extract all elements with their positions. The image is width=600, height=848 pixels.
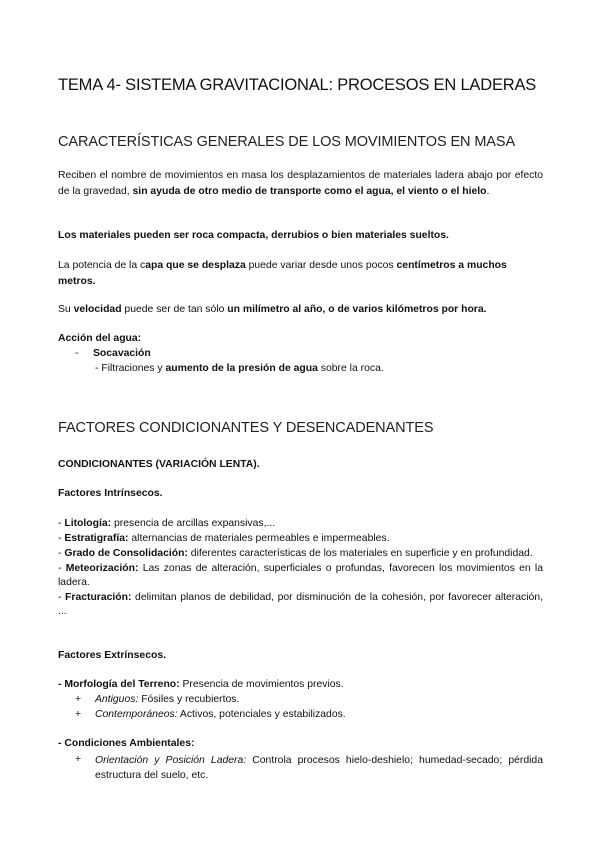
paragraph-velocidad-d: un milímetro al año, o de varios kilómetros por hora. [227,304,487,315]
condiciones-ambientales-heading [58,736,194,752]
morfologia-text: Presencia de movimientos previos. [182,679,344,690]
filtraciones-a: - Filtraciones y [95,363,166,374]
list-item-text: Las zonas de alteración, superficiales o profundas, favorecen los movimientos en la ladera. [58,563,543,588]
paragraph-materiales [58,228,543,244]
paragraph-definicion-text: Reciben el nombre de movimientos en masa los desplazamientos de materiales ladera abajo por efecto de la gravedad, [58,170,543,197]
list-item-term: Meteorización: [65,563,139,574]
list-item-text: alternancias de materiales permeables e impermeables. [128,533,390,544]
filtraciones-c: sobre la roca. [317,363,384,374]
socavacion-item [93,346,151,362]
paragraph-potencia [58,258,543,290]
list-dash: - [75,348,79,359]
orientacion-item [95,753,543,783]
list-item-term: Litología: [64,518,112,529]
list-item-prefix: - [58,548,65,559]
paragraph-potencia-d: centímetros a muchos metros. [58,260,507,287]
section-heading-caracteristicas: CARACTERÍSTICAS GENERALES DE LOS MOVIMIENTOS EN MASA [58,134,516,150]
accion-agua-heading-text: Acción del agua: [58,333,142,344]
list-item-term: Fracturación: [65,592,132,603]
paragraph-definicion [58,168,543,200]
contemporaneos-term: Contemporáneos: [95,709,178,720]
intrinsecos-list [58,517,543,619]
paragraph-velocidad-b: velocidad [73,304,122,315]
list-item-text: delimitan planos de debilidad, por disminución de la cohesión, por favorecer alteración, ... [58,592,543,617]
intrinsecos-heading-text: Factores Intrínsecos. [58,488,163,499]
accion-agua-heading [58,331,141,347]
filtraciones-b: aumento de la presión de agua [165,363,318,374]
section-heading-factores: FACTORES CONDICIONANTES Y DESENCADENANTES [58,420,434,436]
list-item-text: presencia de arcillas expansivas,... [111,518,276,529]
paragraph-velocidad-a: Su [58,304,74,315]
list-item-prefix: - [58,592,66,603]
list-item-prefix: - [58,518,65,529]
intrinsecos-heading [58,486,163,502]
list-item-term: Estratigrafía: [64,533,129,544]
condiciones-ambientales-text: - Condiciones Ambientales: [58,738,195,749]
bullet-plus: + [75,694,82,705]
list-item-prefix: - [58,563,66,574]
list-item-consolidacion [58,547,543,561]
list-item-text: diferentes características de los materiales en superficie y en profundidad. [187,548,533,559]
contemporaneos-text: Activos, potenciales y estabilizados. [177,709,346,720]
morfologia-item [58,677,344,693]
list-item-term: Grado de Consolidación: [64,548,188,559]
orientacion-term: Orientación y Posición Ladera: [95,755,247,766]
antiguos-text: Fósiles y recubiertos. [138,694,240,705]
paragraph-velocidad [58,302,543,318]
paragraph-potencia-b: apa que se desplaza [145,260,246,271]
extrinsecos-heading-text: Factores Extrínsecos. [58,650,166,661]
contemporaneos-item [95,707,346,723]
paragraph-potencia-c: puede variar desde unos pocos [245,260,397,271]
filtraciones-item [95,361,384,377]
antiguos-item [95,692,239,708]
paragraph-materiales-bold: Los materiales pueden ser roca compacta, derrubios o bien materiales sueltos. [58,230,449,241]
bullet-plus: + [75,754,82,765]
condicionantes-heading [58,457,260,473]
socavacion-item-text: Socavación [93,348,151,359]
paragraph-potencia-a: La potencia de la c [58,260,146,271]
list-item-estratigrafia [58,532,543,546]
morfologia-term: - Morfología del Terreno: [58,679,183,690]
condicionantes-heading-text: CONDICIONANTES (VARIACIÓN LENTA). [58,459,260,470]
orientacion-text: Controla procesos hielo-deshielo; humedad-secado; pérdida estructura del suelo, etc. [95,755,543,781]
document-title: TEMA 4- SISTEMA GRAVITACIONAL: PROCESOS EN LADERAS [58,76,537,94]
paragraph-definicion-bold: sin ayuda de otro medio de transporte como el agua, el viento o el hielo [132,186,487,197]
extrinsecos-heading [58,648,166,664]
bullet-plus: + [75,709,82,720]
list-item-litologia [58,517,543,531]
paragraph-definicion-end: . [486,186,490,197]
list-item-meteorizacion [58,562,543,590]
list-item-prefix: - [58,533,65,544]
paragraph-velocidad-c: puede ser de tan sólo [121,304,228,315]
antiguos-term: Antiguos: [95,694,139,705]
list-item-fracturacion [58,591,543,619]
